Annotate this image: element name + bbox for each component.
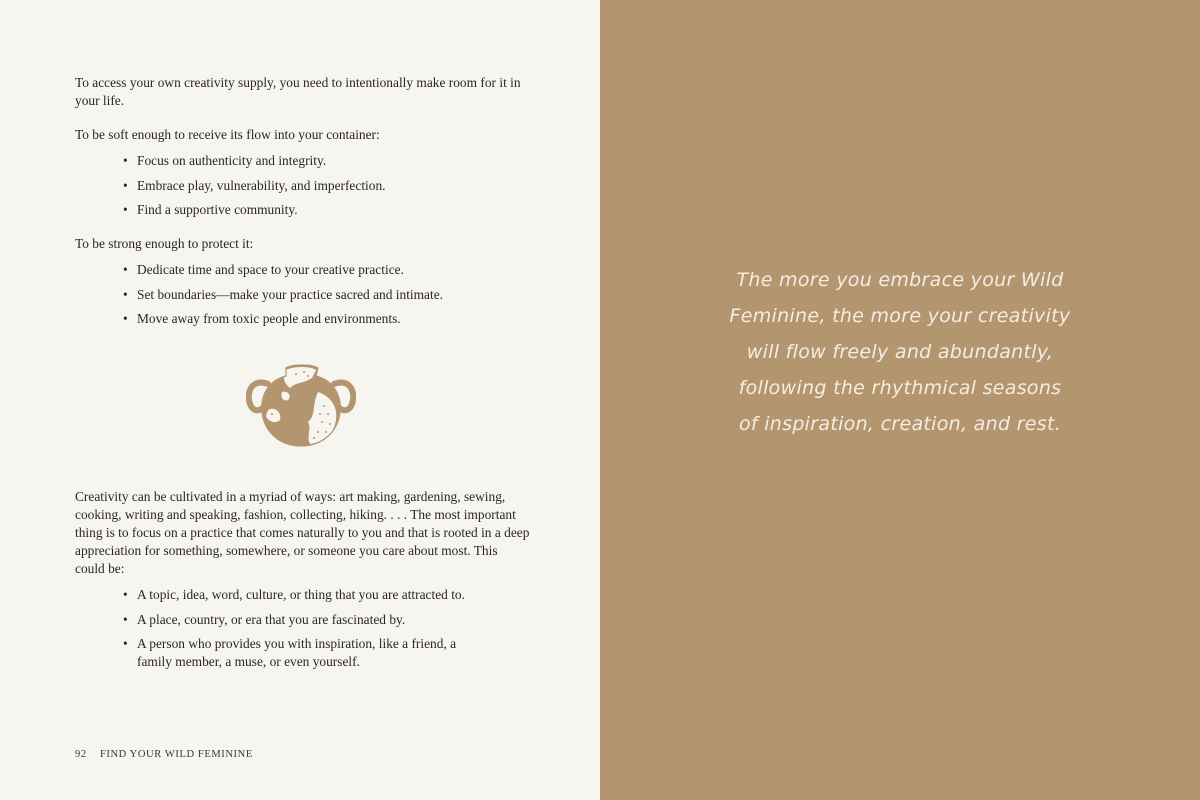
list-item: • Move away from toxic people and environments. [123,311,401,326]
bullet-icon: • [123,153,128,168]
list-item: • Find a supportive community. [123,202,298,217]
bullet-icon: • [123,587,128,602]
quote-line: The more you embrace your Wild [736,269,1064,291]
creativity-paragraph: Creativity can be cultivated in a myriad of ways: art making, gardening, sewing, cooking, writing and speaking, fashion, collecting, hiking. . . . The most important thing is to focus on a practice that comes naturally to you and that is rooted in a deep appreciation for something, somewhere, or someone you care about most. This could be: [75,489,530,576]
bullet-icon: • [123,202,128,217]
page-number: 92 [75,749,87,760]
list-item: • Dedicate time and space to your creative practice. [123,262,404,277]
bullet-icon: • [123,611,128,627]
list-item: • A topic, idea, word, culture, or thing that you are attracted to. [123,587,465,602]
list-item: • A person who provides you with inspiration, like a friend, a family member, a muse, or even yourself. [123,636,457,669]
could-be-list [75,586,530,671]
bullet-icon: • [123,286,128,302]
bullet-icon: • [123,311,128,326]
list-item: • A place, country, or era that you are fascinated by. [123,611,406,627]
creativity-section [75,488,530,678]
bullet-icon: • [123,636,128,651]
bullet-icon: • [123,177,128,193]
strong-list [75,261,530,328]
strong-heading: To be strong enough to protect it: [75,236,254,251]
running-title: FIND YOUR WILD FEMININE [99,749,253,760]
pull-quote [700,262,1100,442]
list-item: • Set boundaries—make your practice sacred and intimate. [123,286,444,302]
quote-line: Feminine, the more your creativity [729,305,1071,327]
page-footer [75,749,253,760]
quote-line: following the rhythmical seasons [738,377,1062,399]
bullet-icon: • [123,262,128,277]
intro-paragraph: To access your own creativity supply, you need to intentionally make room for it in your life. [75,75,521,108]
quote-line: will flow freely and abundantly, [746,341,1054,363]
soft-list [75,152,530,219]
list-item: • Embrace play, vulnerability, and imperfection. [123,177,386,193]
soft-heading: To be soft enough to receive its flow into your container: [75,127,380,142]
pot-icon [246,362,356,450]
list-item: • Focus on authenticity and integrity. [123,153,327,168]
left-page-content [75,74,530,335]
quote-line: of inspiration, creation, and rest. [738,413,1062,435]
